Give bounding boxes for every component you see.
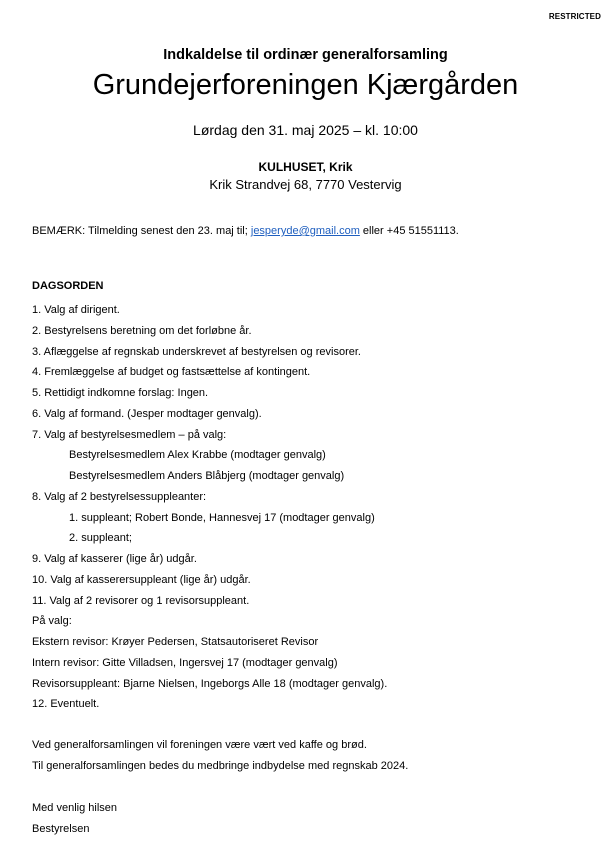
agenda-heading: DAGSORDEN [32,280,104,292]
agenda-subitem: 1. suppleant; Robert Bonde, Hannesvej 17 (modtager genvalg) [69,511,375,524]
document-subtitle: Indkaldelse til ordinær generalforsamling [163,47,448,63]
agenda-item: 2. Bestyrelsens beretning om det forløbne år. [32,324,252,337]
agenda-list [32,300,387,715]
agenda-subitem: Bestyrelsesmedlem Alex Krabbe (modtager genvalg) [69,449,326,462]
registration-note [32,225,459,237]
registration-note-suffix: eller +45 51551113. [359,225,459,237]
closing-line-bring-invitation: Til generalforsamlingen bedes du medbringe indbydelse med regnskab 2024. [32,760,409,772]
agenda-item: 5. Rettidigt indkomne forslag: Ingen. [32,387,209,399]
agenda-item: 11. Valg af 2 revisorer og 1 revisorsuppleant. [32,594,250,607]
classification-marking: RESTRICTED [548,12,601,21]
closing-line-hospitality: Ved generalforsamlingen vil foreningen være vært ved kaffe og brød. [32,739,367,751]
agenda-item: 3. Aflæggelse af regnskab underskrevet af bestyrelsen og revisorer. [32,345,361,358]
agenda-item: Revisorsuppleant: Bjarne Nielsen, Ingeborgs Alle 18 (modtager genvalg). [32,677,388,690]
signature: Bestyrelsen [32,823,90,835]
agenda-item: 6. Valg af formand. (Jesper modtager genvalg). [32,407,262,420]
agenda-subitem: Bestyrelsesmedlem Anders Blåbjerg (modtager genvalg) [69,470,345,482]
agenda-item: 4. Fremlæggelse af budget og fastsættelse af kontingent. [32,366,311,379]
agenda-item: 1. Valg af dirigent. [32,304,120,316]
agenda-item: Intern revisor: Gitte Villadsen, Ingersvej 17 (modtager genvalg) [32,656,338,669]
email-link[interactable]: jesperyde@gmail.com [250,225,360,237]
agenda-item: 8. Valg af 2 bestyrelsessuppleanter: [32,490,207,503]
agenda-item: På valg: [32,615,72,628]
regards: Med venlig hilsen [32,802,117,814]
meeting-date: Lørdag den 31. maj 2025 – kl. 10:00 [193,122,418,138]
venue-name: KULHUSET, Krik [258,160,353,174]
agenda-item: 9. Valg af kasserer (lige år) udgår. [32,553,197,565]
agenda-subitem: 2. suppleant; [69,532,132,545]
agenda-item: 12. Eventuelt. [32,698,100,711]
agenda-item: 7. Valg af bestyrelsesmedlem – på valg: [32,428,227,441]
venue-address: Krik Strandvej 68, 7770 Vestervig [209,177,402,192]
agenda-item: Ekstern revisor: Krøyer Pedersen, Statsautoriseret Revisor [32,636,319,648]
registration-note-prefix: BEMÆRK: Tilmelding senest den 23. maj til; [32,225,251,237]
document-title: Grundejerforeningen Kjærgården [92,69,519,101]
agenda-item: 10. Valg af kasserersuppleant (lige år) udgår. [32,573,251,586]
